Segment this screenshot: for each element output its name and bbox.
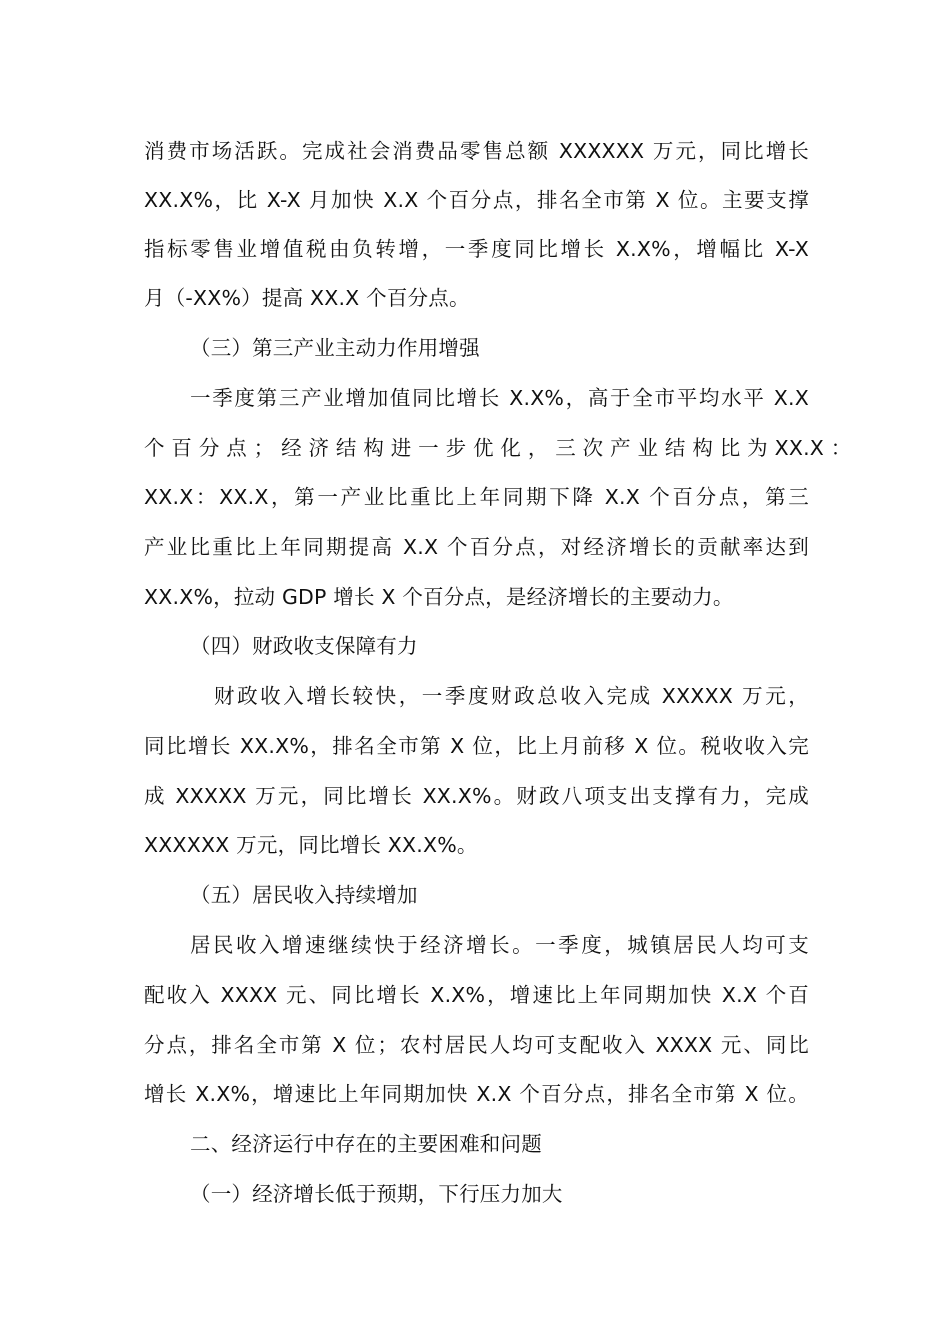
paragraph-line: 成 XXXXX 万元，同比增长 XX.X%。财政八项支出支撑有力，完成 [144,784,809,808]
paragraph-line: XX.X%，比 X-X 月加快 X.X 个百分点，排名全市第 X 位。主要支撑 [144,188,809,212]
paragraph-line: 财政收入增长较快，一季度财政总收入完成 XXXXX 万元， [214,684,809,708]
paragraph-line: 月（-XX%）提高 XX.X 个百分点。 [144,286,470,310]
section-heading-4: （四）财政收支保障有力 [190,634,418,658]
paragraph-line: 产业比重比上年同期提高 X.X 个百分点，对经济增长的贡献率达到 [144,535,809,559]
paragraph-line: 分点，排名全市第 X 位；农村居民人均可支配收入 XXXX 元、同比 [144,1033,809,1057]
paragraph-line: XX.X%，拉动 GDP 增长 X 个百分点，是经济增长的主要动力。 [144,585,734,609]
paragraph-line: 居民收入增速继续快于经济增长。一季度，城镇居民人均可支 [190,933,809,957]
section-heading-2: 二、经济运行中存在的主要困难和问题 [190,1132,542,1156]
section-heading-3: （三）第三产业主动力作用增强 [190,336,480,360]
subsection-heading-1: （一）经济增长低于预期，下行压力加大 [190,1182,563,1206]
paragraph-line: 消费市场活跃。完成社会消费品零售总额 XXXXXX 万元，同比增长 [144,139,809,163]
paragraph-line: 增长 X.X%，增速比上年同期加快 X.X 个百分点，排名全市第 X 位。 [144,1082,809,1106]
paragraph-line: XX.X：XX.X，第一产业比重比上年同期下降 X.X 个百分点，第三 [144,485,809,509]
paragraph-line: 配收入 XXXX 元、同比增长 X.X%，增速比上年同期加快 X.X 个百 [144,983,809,1007]
paragraph-line: 同比增长 XX.X%，排名全市第 X 位，比上月前移 X 位。税收收入完 [144,734,809,758]
paragraph-line: 个 百 分 点 ； 经 济 结 构 进 一 步 优 化 ， 三 次 产 业 结 构 比 为 XX.X ： [144,436,852,460]
paragraph-line: 一季度第三产业增加值同比增长 X.X%，高于全市平均水平 X.X [190,386,809,410]
section-heading-5: （五）居民收入持续增加 [190,883,418,907]
paragraph-line: XXXXXX 万元，同比增长 XX.X%。 [144,833,478,857]
paragraph-line: 指标零售业增值税由负转增，一季度同比增长 X.X%，增幅比 X-X [144,237,809,261]
